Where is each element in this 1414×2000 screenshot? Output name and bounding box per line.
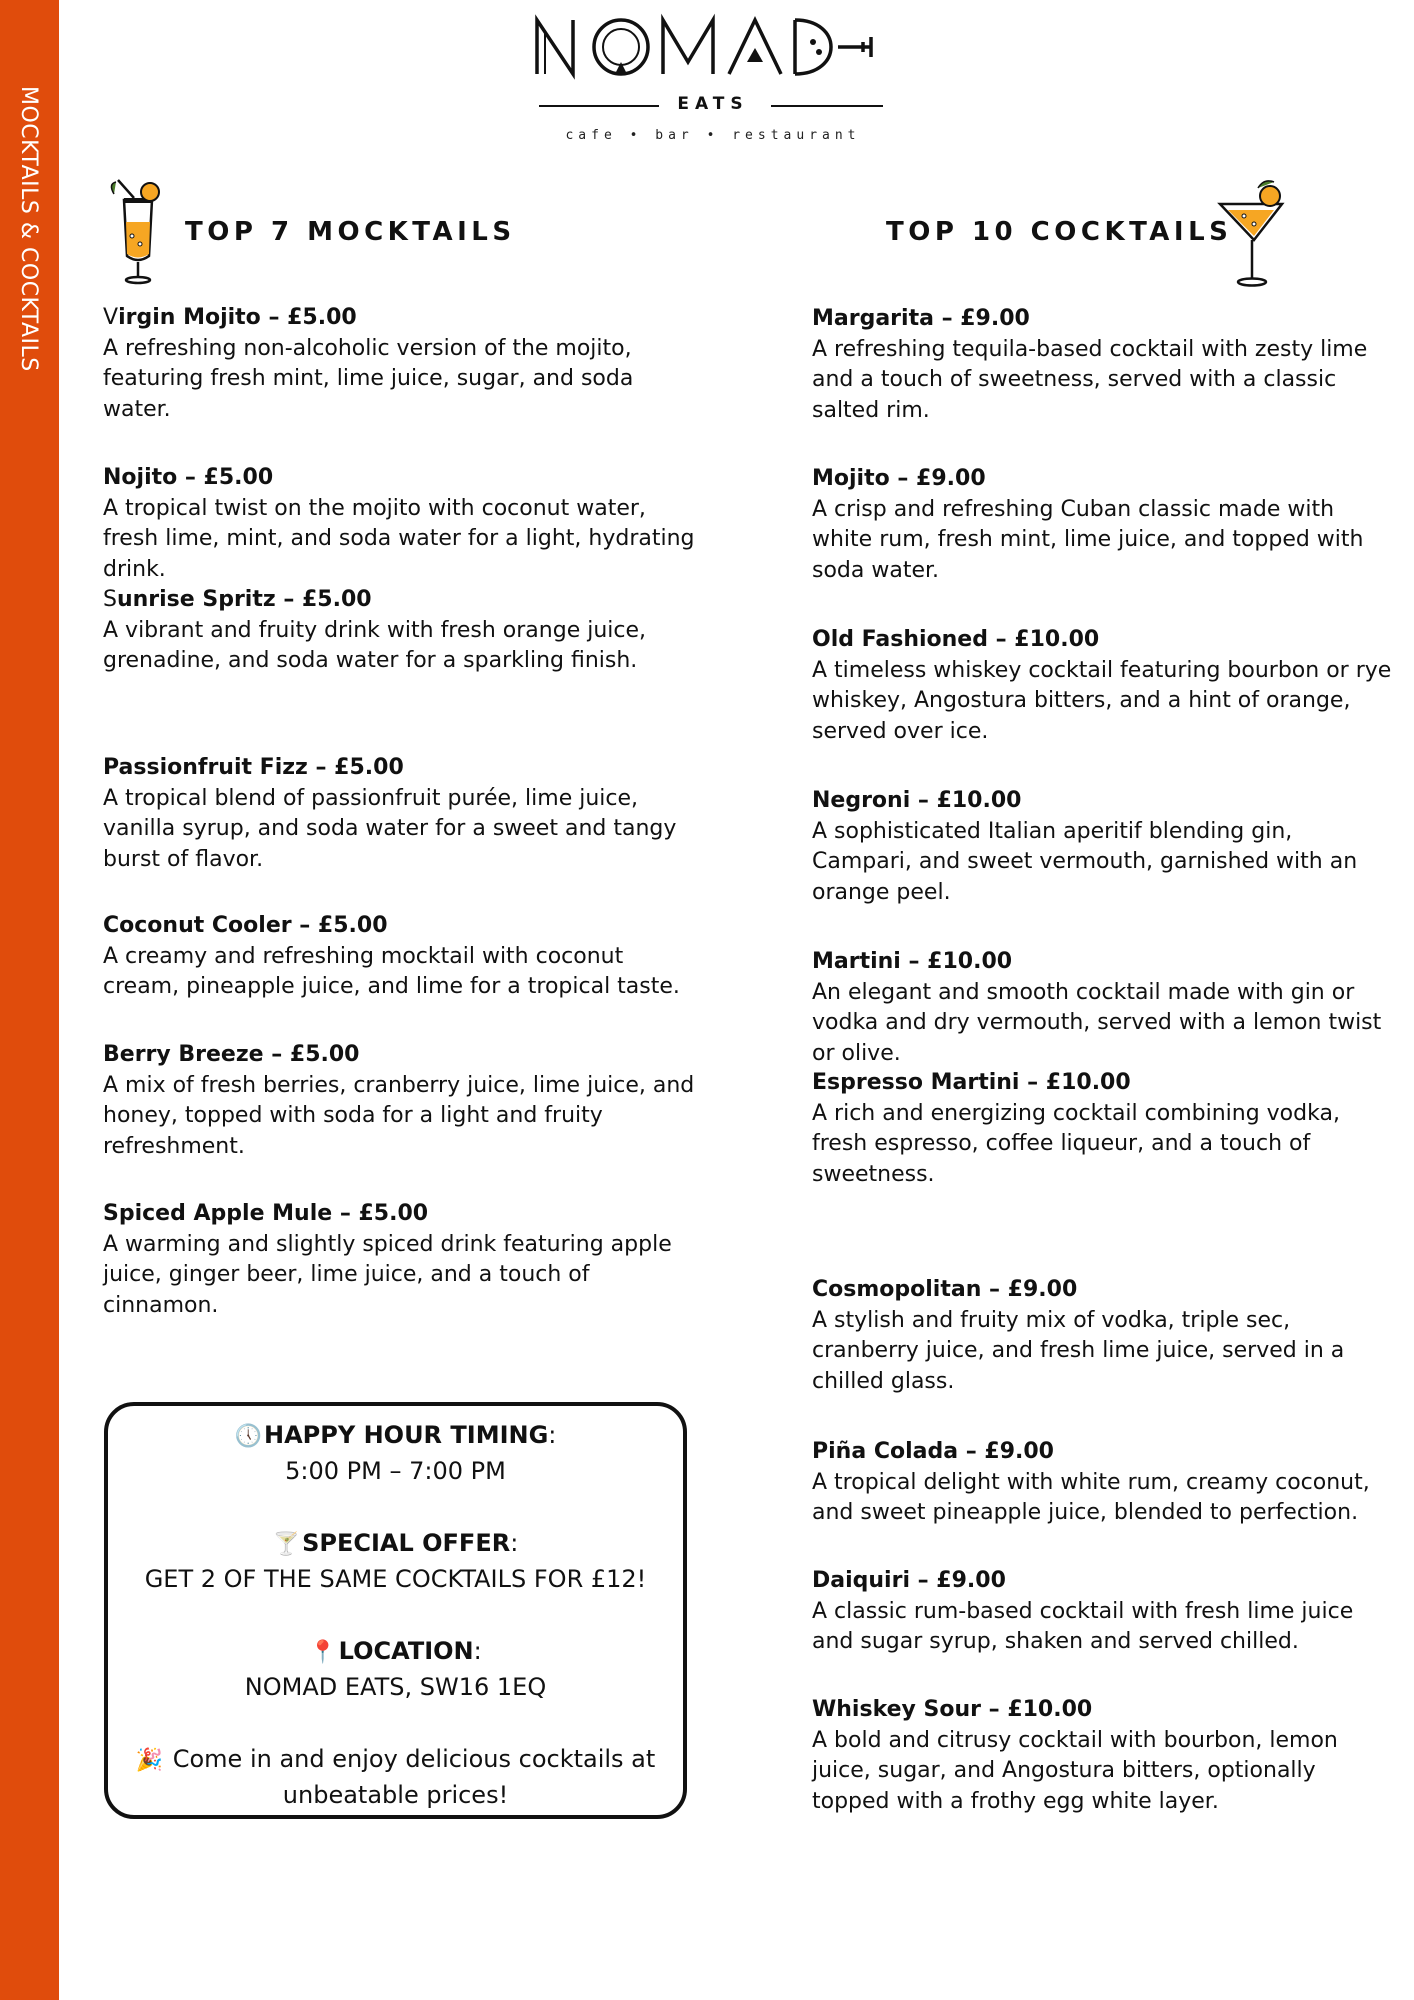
mocktail-item (103, 463, 703, 585)
cocktail-description: A bold and citrusy cocktail with bourbon, lemon juice, sugar, and Angostura bitters, optionally topped with a frothy egg white layer. (812, 1727, 1338, 1814)
cocktail-name: Negroni – £10.00 (812, 788, 1022, 813)
closing-block (108, 1742, 683, 1813)
mocktail-description: A tropical blend of passionfruit purée, lime juice, vanilla syrup, and soda water for a sweet and tangy burst of flavor. (103, 785, 677, 872)
mocktail-item (103, 1199, 703, 1321)
divider-right (771, 105, 883, 107)
location-heading: 📍LOCATION: (108, 1634, 683, 1670)
side-bar (0, 0, 59, 2000)
mocktail-name: Berry Breeze – £5.00 (103, 1042, 360, 1067)
nomad-wordmark (533, 12, 893, 82)
cocktail-name: Martini – £10.00 (812, 949, 1013, 974)
eats-row (533, 94, 893, 118)
mocktail-name (103, 585, 703, 616)
mocktail-description: A creamy and refreshing mocktail with coconut cream, pineapple juice, and lime for a tropical taste. (103, 943, 680, 999)
mocktail-item (103, 585, 703, 677)
cocktail-item (812, 947, 1392, 1069)
cocktail-description: A crisp and refreshing Cuban classic made with white rum, fresh mint, lime juice, and topped with soda water. (812, 496, 1364, 583)
mocktail-description: A warming and slightly spiced drink featuring apple juice, ginger beer, lime juice, and a touch of cinnamon. (103, 1231, 672, 1318)
mocktail-item (103, 911, 703, 1003)
closing-text: Come in and enjoy delicious cocktails at unbeatable prices! (172, 1745, 656, 1809)
cocktail-item (812, 1275, 1392, 1397)
name-initial: S (103, 587, 117, 612)
cocktail-description: A classic rum-based cocktail with fresh lime juice and sugar syrup, shaken and served chilled. (812, 1598, 1354, 1654)
mocktail-name: Passionfruit Fizz – £5.00 (103, 755, 404, 780)
mocktail-description: A refreshing non-alcoholic version of the mojito, featuring fresh mint, lime juice, sugar, and soda water. (103, 335, 634, 422)
cocktail-description: An elegant and smooth cocktail made with gin or vodka and dry vermouth, served with a lemon twist or olive. (812, 979, 1382, 1066)
special-offer-text: GET 2 OF THE SAME COCKTAILS FOR £12! (144, 1565, 647, 1593)
mocktail-item (103, 303, 703, 425)
side-title: MOCKTAILS & COCKTAILS (16, 86, 41, 372)
happy-hour-heading: 🕔HAPPY HOUR TIMING: (108, 1418, 683, 1454)
cocktail-description: A timeless whiskey cocktail featuring bourbon or rye whiskey, Angostura bitters, and a hint of orange, served over ice. (812, 657, 1392, 744)
cocktail-name: Espresso Martini – £10.00 (812, 1070, 1131, 1095)
happy-hour-time: 5:00 PM – 7:00 PM (285, 1457, 506, 1485)
cocktail-name: Daiquiri – £9.00 (812, 1568, 1006, 1593)
mocktail-item (103, 1040, 703, 1162)
cocktail-glass-icon (1214, 176, 1288, 292)
cocktail-name: Old Fashioned – £10.00 (812, 627, 1100, 652)
cocktail-item (812, 304, 1392, 426)
brand-logo (533, 12, 893, 152)
mocktail-description: A tropical twist on the mojito with coconut water, fresh lime, mint, and soda water for a light, hydrating drink. (103, 495, 695, 582)
cocktail-description: A refreshing tequila-based cocktail with zesty lime and a touch of sweetness, served with a classic salted rim. (812, 336, 1368, 423)
location-label: LOCATION (338, 1637, 474, 1665)
mocktail-description: A vibrant and fruity drink with fresh orange juice, grenadine, and soda water for a sparkling finish. (103, 617, 647, 673)
cocktail-item (812, 1695, 1392, 1817)
cocktail-item (812, 1068, 1392, 1190)
happy-hour-block (108, 1418, 683, 1489)
name-rest: irgin Mojito – £5.00 (118, 305, 357, 330)
cocktail-description: A sophisticated Italian aperitif blending gin, Campari, and sweet vermouth, garnished with an orange peel. (812, 818, 1358, 905)
cocktail-description: A stylish and fruity mix of vodka, triple sec, cranberry juice, and fresh lime juice, served in a chilled glass. (812, 1307, 1345, 1394)
logo-sub: EATS (677, 94, 749, 114)
cocktail-name: Whiskey Sour – £10.00 (812, 1697, 1093, 1722)
clock-icon: 🕔 (234, 1424, 262, 1449)
happy-hour-label: HAPPY HOUR TIMING (264, 1421, 549, 1449)
cocktail-item (812, 786, 1392, 908)
cocktail-name: Piña Colada – £9.00 (812, 1439, 1054, 1464)
location-block (108, 1634, 683, 1705)
party-popper-icon: 🎉 (135, 1748, 164, 1773)
name-initial: V (103, 305, 119, 330)
cocktail-item (812, 464, 1392, 586)
mocktail-name: Coconut Cooler – £5.00 (103, 913, 388, 938)
location-text: NOMAD EATS, SW16 1EQ (244, 1673, 547, 1701)
mocktail-description: A mix of fresh berries, cranberry juice, lime juice, and honey, topped with soda for a light and fruity refreshment. (103, 1072, 695, 1159)
mocktail-name (103, 303, 703, 334)
offer-box (104, 1402, 687, 1819)
mocktail-glass-icon (104, 178, 170, 288)
mocktail-name: Nojito – £5.00 (103, 465, 274, 490)
cocktail-item (812, 1566, 1392, 1658)
mocktails-heading: TOP 7 MOCKTAILS (185, 217, 516, 247)
cocktail-description: A rich and energizing cocktail combining vodka, fresh espresso, coffee liqueur, and a touch of sweetness. (812, 1100, 1340, 1187)
name-rest: unrise Spritz – £5.00 (116, 587, 372, 612)
cocktails-heading: TOP 10 COCKTAILS (886, 217, 1233, 247)
logo-tagline: cafe • bar • restaurant (565, 128, 861, 143)
special-offer-heading: 🍸SPECIAL OFFER: (108, 1526, 683, 1562)
cocktail-name: Cosmopolitan – £9.00 (812, 1277, 1078, 1302)
cocktail-description: A tropical delight with white rum, creamy coconut, and sweet pineapple juice, blended to perfection. (812, 1469, 1370, 1525)
mocktail-name: Spiced Apple Mule – £5.00 (103, 1201, 429, 1226)
special-offer-label: SPECIAL OFFER (302, 1529, 511, 1557)
cocktail-name: Mojito – £9.00 (812, 466, 986, 491)
cocktail-item (812, 625, 1412, 747)
pin-icon: 📍 (309, 1640, 337, 1665)
cocktail-name: Margarita – £9.00 (812, 306, 1030, 331)
special-offer-block (108, 1526, 683, 1597)
cocktail-item (812, 1437, 1392, 1529)
cocktail-icon: 🍸 (272, 1532, 301, 1557)
mocktail-item (103, 753, 703, 875)
